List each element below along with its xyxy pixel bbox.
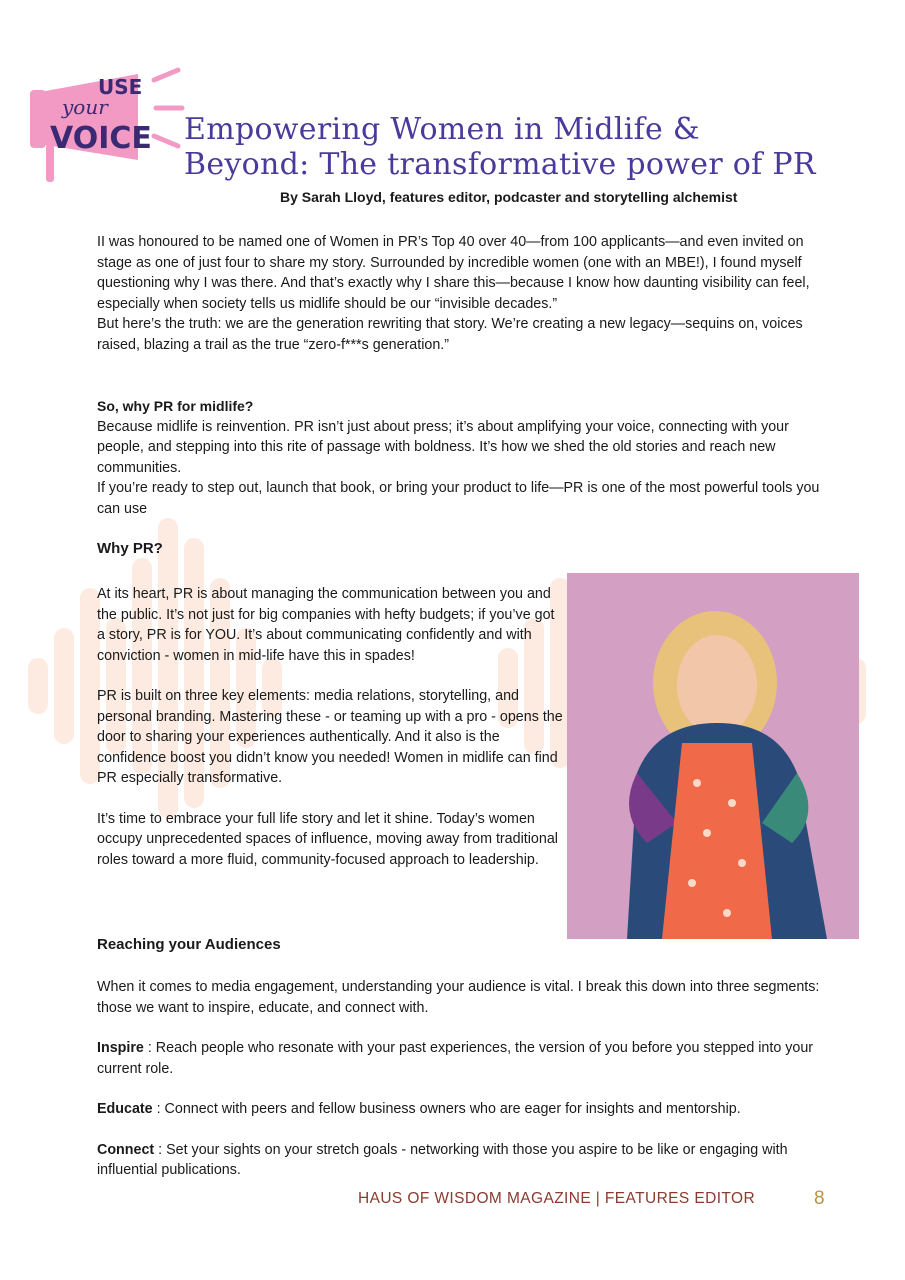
why-pr-section [97,584,563,870]
why-midlife-paragraph-2: If you’re ready to step out, launch that book, or bring your product to life—PR is one of the most powerful tools you can use [97,480,820,517]
page-number: 8 [814,1188,825,1209]
inspire-label: Inspire [97,1040,144,1056]
audiences-heading: Reaching your Audiences [97,936,281,953]
intro-paragraph-2: But here’s the truth: we are the generation rewriting that story. We’re creating a new legacy—sequins on, voices raised, blazing a trail as the true “zero-f***s generation.” [97,316,803,353]
connect-text: : Set your sights on your stretch goals - networking with those you aspire to be like or engaging with influential publications. [97,1141,788,1178]
svg-text:USE: USE [98,75,143,99]
title-line-1: Empowering Women in Midlife & [184,112,700,147]
title-line-2: Beyond: The transformative power of PR [184,147,816,182]
educate-text: : Connect with peers and fellow business owners who are eager for insights and mentorship. [152,1101,741,1117]
why-midlife-section [97,396,825,519]
connect-item [97,1140,825,1181]
why-pr-paragraph-3: It’s time to embrace your full life story and let it shine. Today’s women occupy unprecedented spaces of influence, moving away from traditional roles toward a more fluid, community-focused approach to leadership. [97,810,558,868]
why-midlife-heading: So, why PR for midlife? [97,398,254,414]
educate-item [97,1099,825,1120]
inspire-item [97,1038,825,1079]
svg-text:VOICE: VOICE [50,121,152,156]
inspire-text: : Reach people who resonate with your past experiences, the version of you before you stepped into your current role. [97,1040,814,1077]
educate-label: Educate [97,1101,153,1117]
svg-text:your: your [62,95,108,119]
why-pr-paragraph-1: At its heart, PR is about managing the communication between you and the public. It’s not just for big companies with hefty budgets; if you’ve got a story, PR is for YOU. It’s about communicating confidently and with conviction - women in mid-life have this in spades! [97,586,555,664]
intro-section [97,232,825,355]
footer-magazine-title: HAUS OF WISDOM MAGAZINE | FEATURES EDITOR [358,1190,756,1207]
use-your-voice-megaphone-logo [26,64,186,188]
why-pr-paragraph-2: PR is built on three key elements: media relations, storytelling, and personal branding. Mastering these - or teaming up with a pro - opens the door to sharing your experiences authentically. And it also is the confidence boost you didn’t know you needed! Women in midlife can find PR especially transformative. [97,688,563,786]
audiences-intro: When it comes to media engagement, understanding your audience is vital. I break this down into three segments: those we want to inspire, educate, and connect with. [97,979,820,1016]
intro-paragraph-1: II was honoured to be named one of Women in PR’s Top 40 over 40—from 100 applicants—and even invited on stage as one of just four to share my story. Surrounded by incredible women (one with an MBE!), I found myself questioning why I was there. And that’s exactly why I share this—because I know how daunting visibility can feel, especially when society tells us midlife should be our “invisible decades.” [97,234,810,312]
author-photo [567,573,859,939]
connect-label: Connect [97,1141,155,1158]
article-title [184,112,884,182]
audiences-section [97,977,825,1181]
why-midlife-paragraph-1: Because midlife is reinvention. PR isn’t just about press; it’s about amplifying your voice, connecting with your people, and stepping into this rite of passage with boldness. It’s how we shed the old stories and reach new communities. [97,418,789,476]
byline: By Sarah Lloyd, features editor, podcaster and storytelling alchemist [280,189,738,205]
why-pr-heading: Why PR? [97,540,163,557]
